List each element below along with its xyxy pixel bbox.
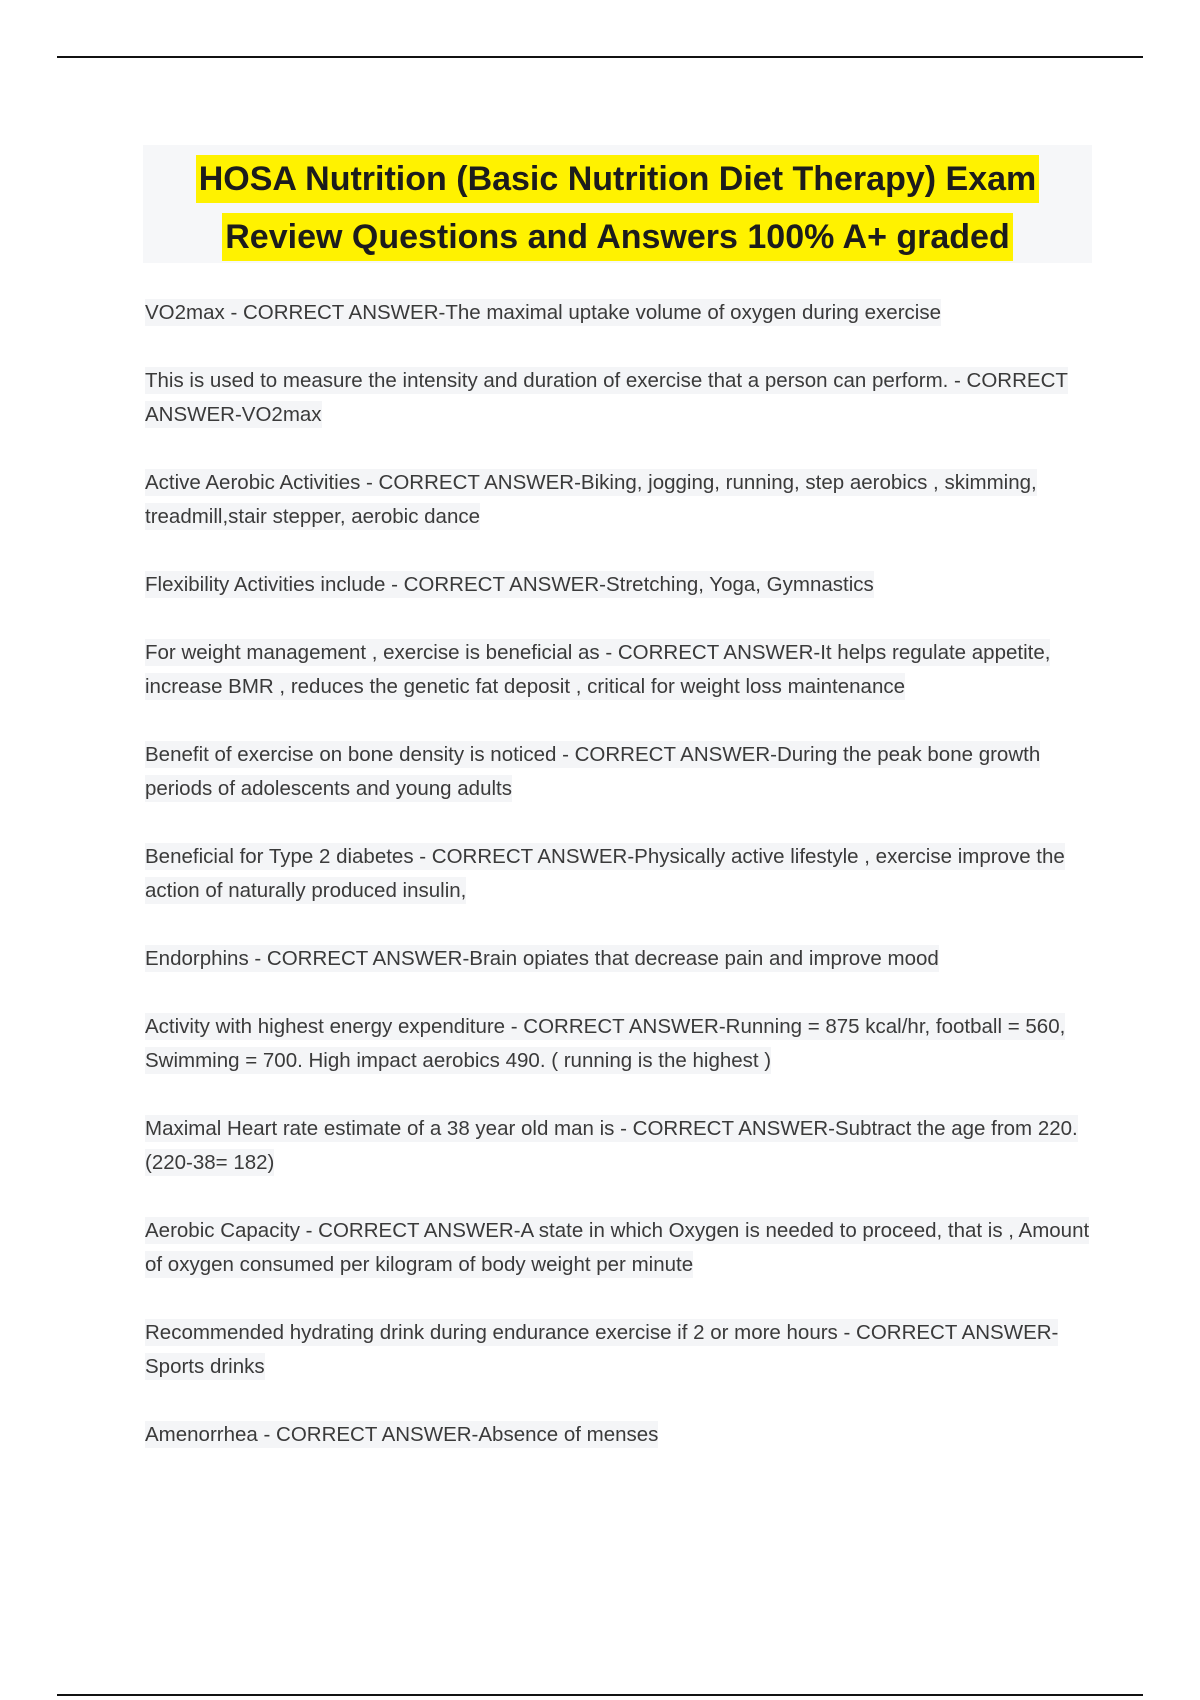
- qa-text: Endorphins - CORRECT ANSWER-Brain opiates that decrease pain and improve mood: [145, 947, 939, 970]
- qa-text: This is used to measure the intensity and duration of exercise that a person can perform. - CORRECT ANSWER-VO2max: [145, 369, 1068, 426]
- qa-list: [145, 296, 1095, 1486]
- qa-text: Maximal Heart rate estimate of a 38 year old man is - CORRECT ANSWER-Subtract the age from 220. (220-38= 182): [145, 1117, 1078, 1174]
- qa-text: Benefit of exercise on bone density is noticed - CORRECT ANSWER-During the peak bone growth periods of adolescents and young adults: [145, 743, 1041, 800]
- qa-item: [145, 840, 1095, 908]
- qa-text: VO2max - CORRECT ANSWER-The maximal uptake volume of oxygen during exercise: [145, 301, 941, 324]
- qa-text: Aerobic Capacity - CORRECT ANSWER-A state in which Oxygen is needed to proceed, that is , Amount of oxygen consumed per kilogram of body weight per minute: [145, 1219, 1090, 1276]
- qa-item: [145, 568, 1095, 602]
- qa-text: Activity with highest energy expenditure - CORRECT ANSWER-Running = 875 kcal/hr, football = 560, Swimming = 700. High impact aerobics 490. ( running is the highest ): [145, 1015, 1066, 1072]
- qa-item: [145, 1316, 1095, 1384]
- document-title: [143, 145, 1092, 263]
- qa-item: [145, 942, 1095, 976]
- qa-text: Beneficial for Type 2 diabetes - CORRECT ANSWER-Physically active lifestyle , exercise improve the action of naturally produced insulin,: [145, 845, 1065, 902]
- qa-item: [145, 466, 1095, 534]
- header-rule: [57, 56, 1143, 58]
- qa-item: [145, 1010, 1095, 1078]
- qa-text: Active Aerobic Activities - CORRECT ANSWER-Biking, jogging, running, step aerobics , skimming, treadmill,stair stepper, aerobic dance: [145, 471, 1037, 528]
- qa-item: [145, 738, 1095, 806]
- title-line-1: HOSA Nutrition (Basic Nutrition Diet Therapy) Exam: [196, 155, 1040, 203]
- qa-item: [145, 636, 1095, 704]
- qa-item: [145, 1112, 1095, 1180]
- qa-item: [145, 364, 1095, 432]
- qa-text: Amenorrhea - CORRECT ANSWER-Absence of menses: [145, 1423, 659, 1446]
- title-line-2: Review Questions and Answers 100% A+ graded: [222, 213, 1012, 261]
- qa-text: Recommended hydrating drink during endurance exercise if 2 or more hours - CORRECT ANSWER-Sports drinks: [145, 1321, 1059, 1378]
- footer-rule: [57, 1694, 1143, 1696]
- qa-item: [145, 1418, 1095, 1452]
- qa-item: [145, 1214, 1095, 1282]
- qa-item: [145, 296, 1095, 330]
- qa-text: For weight management , exercise is beneficial as - CORRECT ANSWER-It helps regulate appetite, increase BMR , reduces the genetic fat deposit , critical for weight loss maintenance: [145, 641, 1051, 698]
- qa-text: Flexibility Activities include - CORRECT ANSWER-Stretching, Yoga, Gymnastics: [145, 573, 874, 596]
